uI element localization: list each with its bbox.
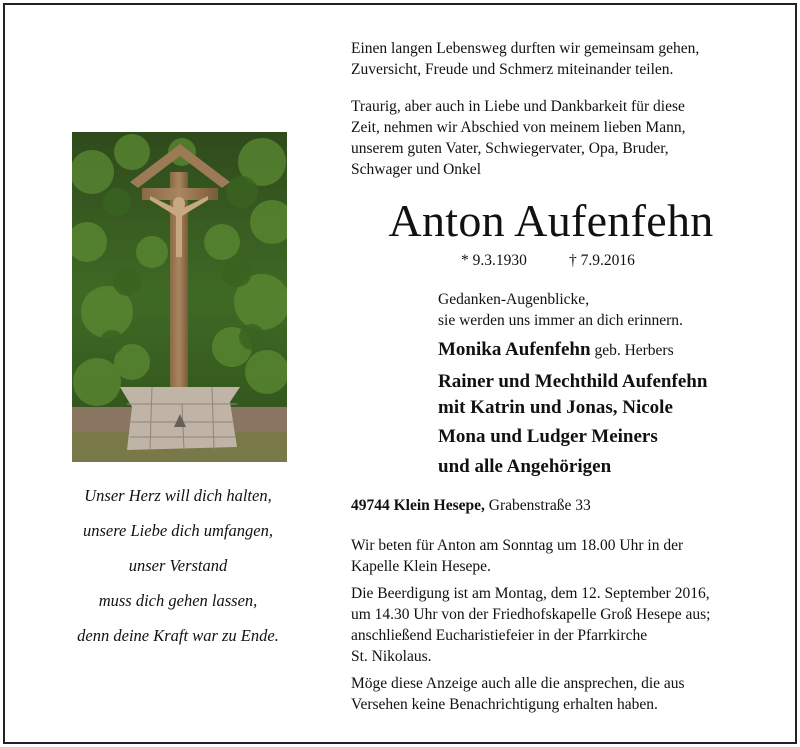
mourner-name: Monika Aufenfehn: [438, 339, 591, 360]
notice-paragraph-2: [351, 583, 751, 667]
quote-line: Gedanken-Augenblicke,: [438, 291, 590, 308]
mourner-line: und alle Angehörigen: [438, 456, 612, 477]
notice-line: um 14.30 Uhr von der Friedhofskapelle Groß Hesepe aus;: [351, 606, 711, 623]
intro-line: unserem guten Vater, Schwiegervater, Opa, Bruder,: [351, 140, 669, 157]
deceased-name: Anton Aufenfehn: [388, 195, 714, 246]
address-city: 49744 Klein Hesepe,: [351, 497, 485, 514]
birth-date: * 9.3.1930: [461, 252, 527, 269]
mourner-line: Rainer und Mechthild Aufenfehn: [438, 371, 708, 392]
quote: [438, 289, 683, 331]
wayside-cross-photo: [72, 132, 287, 462]
quote-line: sie werden uns immer an dich erinnern.: [438, 312, 683, 329]
mourners-list: [438, 336, 707, 481]
poem-line: denn deine Kraft war zu Ende.: [77, 626, 279, 645]
notice-line: Versehen keine Benachrichtigung erhalten haben.: [351, 696, 658, 713]
mourner-suffix: geb. Herbers: [594, 342, 674, 359]
mourner-line: [438, 336, 707, 365]
poem-line: unsere Liebe dich umfangen,: [82, 521, 274, 540]
notice-line: Wir beten für Anton am Sonntag um 18.00 Uhr in der: [351, 537, 684, 554]
poem: [40, 478, 316, 653]
intro-line: Zuversicht, Freude und Schmerz miteinander teilen.: [351, 61, 674, 78]
notice-paragraph-3: [351, 673, 751, 715]
intro-line: Zeit, nehmen wir Abschied von meinem lieben Mann,: [351, 119, 686, 136]
death-date: † 7.9.2016: [569, 252, 635, 269]
intro-line: Traurig, aber auch in Liebe und Dankbarkeit für diese: [351, 98, 685, 115]
mourner-line: mit Katrin und Jonas, Nicole: [438, 397, 673, 418]
notice-paragraph-1: [351, 535, 751, 577]
notice-line: Die Beerdigung ist am Montag, dem 12. September 2016,: [351, 585, 710, 602]
intro-paragraph-2: [351, 96, 751, 180]
intro-paragraph-1: [351, 38, 751, 80]
poem-line: muss dich gehen lassen,: [98, 591, 258, 610]
intro-text: [351, 38, 751, 180]
poem-line: Unser Herz will dich halten,: [84, 486, 272, 505]
address: [351, 497, 591, 515]
service-notices: [351, 535, 751, 715]
mourner-line: Mona und Ludger Meiners: [438, 426, 658, 447]
poem-line: unser Verstand: [128, 556, 228, 575]
address-street: Grabenstraße 33: [488, 497, 591, 514]
intro-line: Einen langen Lebensweg durften wir gemeinsam gehen,: [351, 40, 700, 57]
notice-line: anschließend Eucharistiefeier in der Pfarrkirche: [351, 627, 648, 644]
notice-line: Kapelle Klein Hesepe.: [351, 558, 491, 575]
notice-line: Möge diese Anzeige auch alle die ansprechen, die aus: [351, 675, 685, 692]
intro-line: Schwager und Onkel: [351, 161, 481, 178]
notice-line: St. Nikolaus.: [351, 648, 432, 665]
